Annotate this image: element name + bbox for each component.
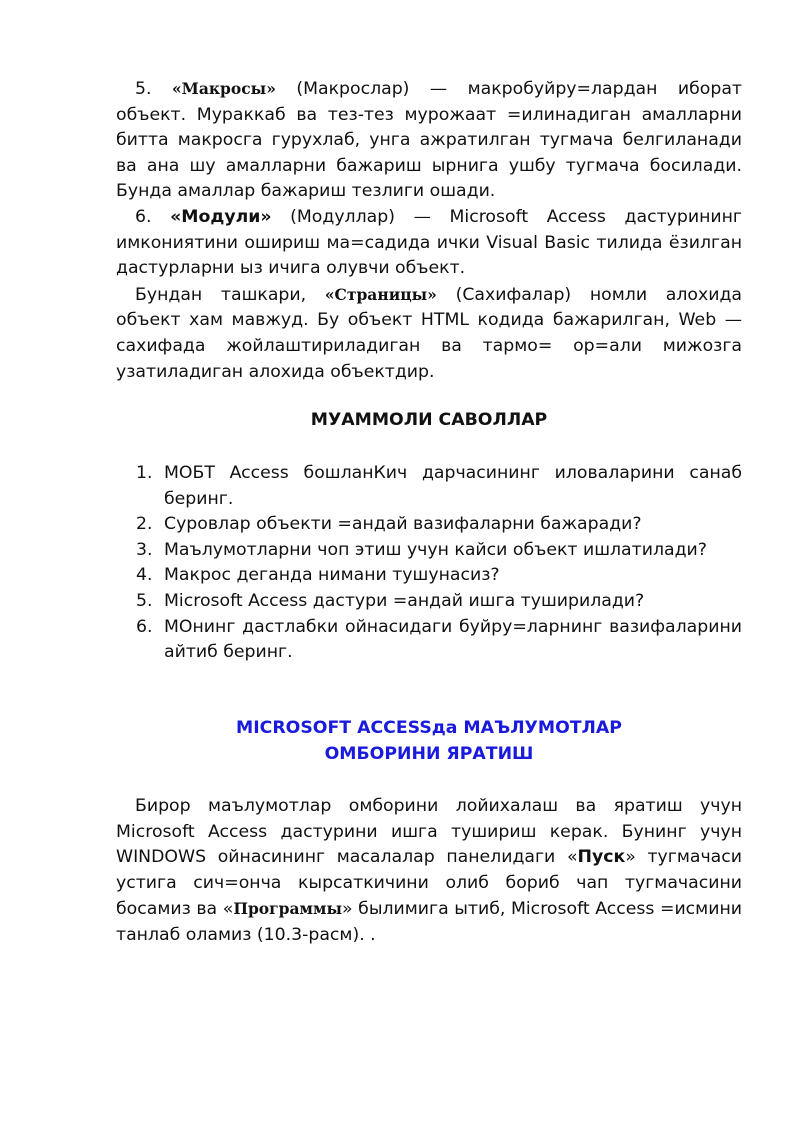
list-item [116,512,742,538]
paragraph-text: (Сахифалар) номли алохида объект хам мавжуд. Бу объект HTML кодида бажарилган, Web — сахифада жойлаштириладиган ва тармо= ор=али мижозга узатиладиган алохида объектдир. [116,284,742,382]
term-pusk: Пуск [577,847,626,868]
term-pages: «Страницы» [324,284,437,304]
intro-paragraphs [116,76,742,385]
list-item [116,615,742,666]
paragraph-macros [116,76,742,205]
term-programs: Программы [233,899,342,919]
section-heading-line-1: MICROSOFT ACCESSда МАЪЛУМОТЛАР [236,718,622,738]
section-heading [116,716,742,767]
section-body [116,794,742,949]
item-text: Макрос деганда нимани тушунасиз? [164,565,500,586]
item-number: 1. [136,463,153,483]
paragraph-text: (Модуллар) — Microsoft Access дастурининг имкониятини ошириш ма=садида ички Visual Basic тилида ёзилган дастурларни ыз ичига олувчи объект. [116,206,742,279]
paragraph-text: (Макрослар) — макробуйру=лардан иборат объект. Мураккаб ва тез-тез мурожаат =илинадиган амалларни битта макросга гурухлаб, унга ажратилган тугмача белгиланади ва ана шу амалларни бажариш ырнига ушбу тугмача босилади. Бунда амаллар бажариш тезлиги ошади. [116,79,742,202]
item-number: 2. [136,514,153,535]
item-number: 5. [136,590,153,611]
paragraph-text: » былимига ытиб, Microsoft Access =исмини танлаб оламиз (10.3-расм). . [116,899,742,945]
paragraph-number: 6. [135,206,152,227]
questions-list [116,461,742,666]
item-text: Маълумотларни чоп этиш учун кайси объект ишлатилади? [164,539,707,560]
paragraph-number: 5. [135,79,152,99]
term-macros: «Макросы» [171,79,276,98]
paragraph-launch [116,794,742,949]
questions-heading: МУАММОЛИ САВОЛЛАР [310,410,548,430]
list-item [116,589,742,615]
list-item [116,461,742,512]
paragraph-text: » тугмачаси устига сич=онча кырсаткичини олиб бориб чап тугмачасини босамиз ва « [116,847,742,920]
section-heading-line-2: ОМБОРИНИ ЯРАТИШ [324,743,534,764]
item-number: 6. [136,616,153,637]
item-text: Суровлар объекти =андай вазифаларни бажаради? [164,514,642,535]
list-item [116,538,742,564]
item-number: 4. [136,565,153,586]
paragraph-modules [116,205,742,282]
item-text: Microsoft Access дастури =андай ишга туширилади? [164,590,645,611]
paragraph-text: Бундан ташкари, [135,284,325,305]
term-modules: «Модули» [170,206,272,227]
item-text: МОБТ Access бошланКич дарчасининг иловаларини санаб беринг. [164,463,742,509]
item-number: 3. [136,539,153,560]
paragraph-pages [116,282,742,385]
item-text: МОнинг дастлабки ойнасидаги буйру=ларнинг вазифаларини айтиб беринг. [164,616,742,663]
paragraph-text: Бирор маълумотлар омборини лойихалаш ва яратиш учун Microsoft Access дастурини ишга тушириш керак. Бунинг учун WINDOWS ойнасининг масалалар панелидаги « [116,796,742,868]
list-item [116,563,742,589]
